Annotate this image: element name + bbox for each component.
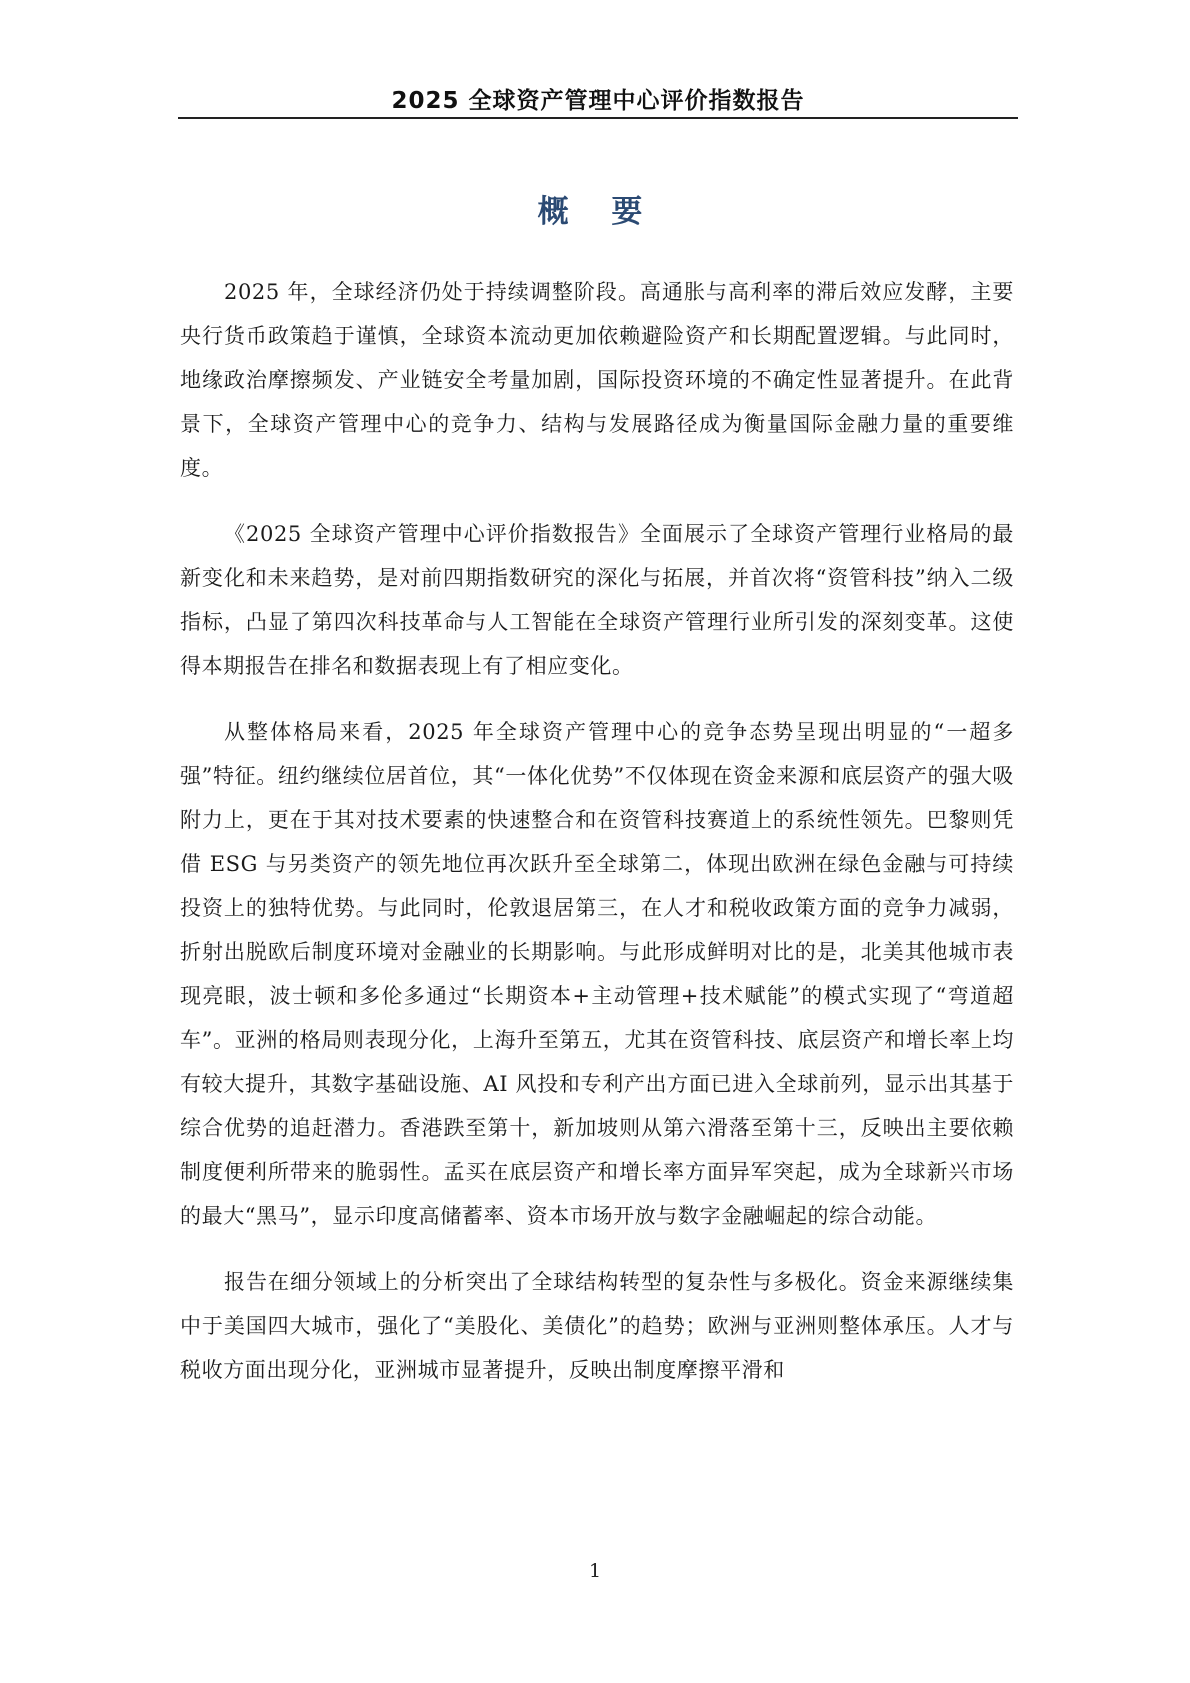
section-title: 概 要 (537, 194, 659, 230)
paragraph-3: 从整体格局来看，2025 年全球资产管理中心的竞争态势呈现出明显的“一超多强”特征。纽约继续位居首位，其“一体化优势”不仅体现在资金来源和底层资产的强大吸附力上，更在于其对技术要素的快速整合和在资管科技赛道上的系统性领先。巴黎则凭借 ESG 与另类资产的领先地位再次跃升至全球第二，体现出欧洲在绿色金融与可持续投资上的独特优势。与此同时，伦敦退居第三，在人才和税收政策方面的竞争力减弱，折射出脱欧后制度环境对金融业的长期影响。与此形成鲜明对比的是，北美其他城市表现亮眼，波士顿和多伦多通过“长期资本+主动管理+技术赋能”的模式实现了“弯道超车”。亚洲的格局则表现分化，上海升至第五，尤其在资管科技、底层资产和增长率上均有较大提升，其数字基础设施、AI 风投和专利产出方面已进入全球前列，显示出其基于综合优势的追赶潜力。香港跌至第十，新加坡则从第六滑落至第十三，反映出主要依赖制度便利所带来的脆弱性。孟买在底层资产和增长率方面异军突起，成为全球新兴市场的最大“黑马”，显示印度高储蓄率、资本市场开放与数字金融崛起的综合动能。 (180, 720, 1014, 1228)
page-number: 1 (588, 1560, 602, 1582)
paragraph-2: 《2025 全球资产管理中心评价指数报告》全面展示了全球资产管理行业格局的最新变化和未来趋势，是对前四期指数研究的深化与拓展，并首次将“资管科技”纳入二级指标，凸显了第四次科技革命与人工智能在全球资产管理行业所引发的深刻变革。这使得本期报告在排名和数据表现上有了相应变化。 (180, 522, 1014, 678)
running-header: 2025 全球资产管理中心评价指数报告 (391, 88, 805, 114)
paragraph-4: 报告在细分领域上的分析突出了全球结构转型的复杂性与多极化。资金来源继续集中于美国四大城市，强化了“美股化、美债化”的趋势；欧洲与亚洲则整体承压。人才与税收方面出现分化，亚洲城市显著提升，反映出制度摩擦平滑和 (180, 1270, 1014, 1382)
paragraph-1: 2025 年，全球经济仍处于持续调整阶段。高通胀与高利率的滞后效应发酵，主要央行货币政策趋于谨慎，全球资本流动更加依赖避险资产和长期配置逻辑。与此同时，地缘政治摩擦频发、产业链安全考量加剧，国际投资环境的不确定性显著提升。在此背景下，全球资产管理中心的竞争力、结构与发展路径成为衡量国际金融力量的重要维度。 (180, 280, 1014, 480)
header-divider (178, 117, 1018, 119)
body-text (180, 270, 1014, 1414)
